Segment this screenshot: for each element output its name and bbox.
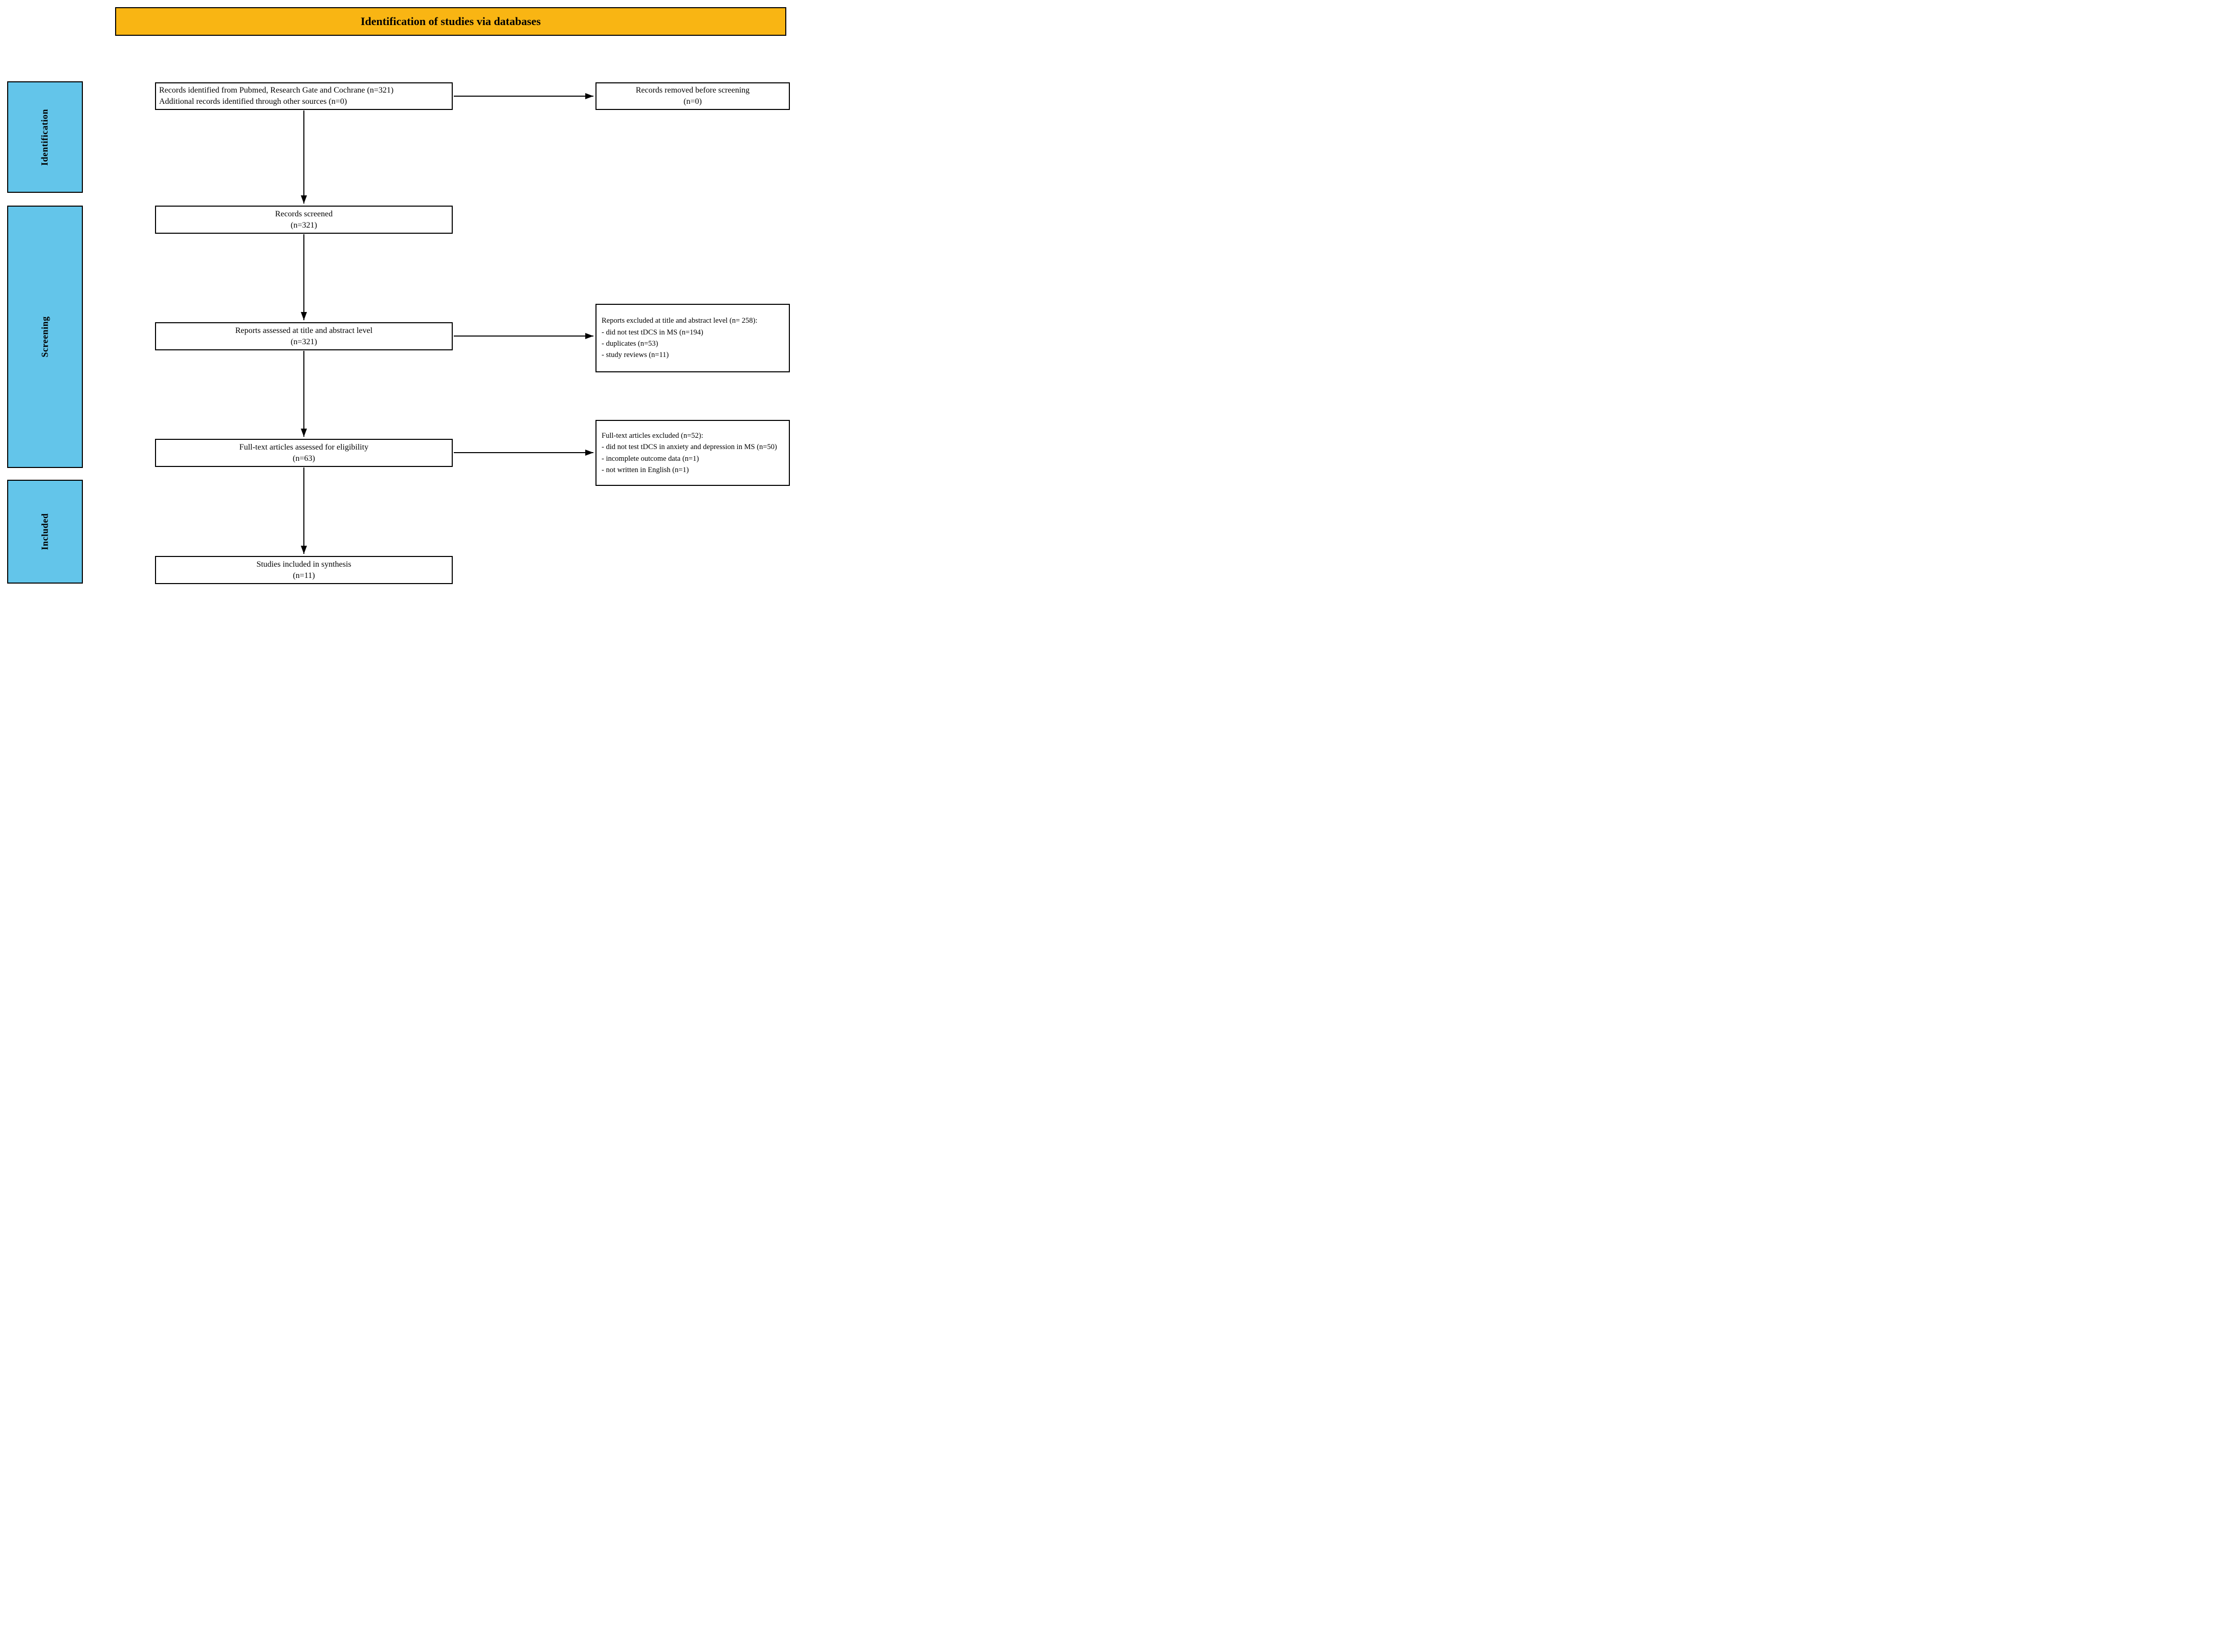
records-identified-line-2: Additional records identified through other sources (n=0) [159, 97, 347, 106]
studies-included-line-1: Studies included in synthesis [256, 560, 351, 569]
records-screened-line-1: Records screened [275, 209, 333, 218]
records-screened-count: (n=321) [291, 220, 317, 230]
reports-assessed-count: (n=321) [291, 337, 317, 346]
fulltext-excluded-header: Full-text articles excluded (n=52): [602, 431, 703, 440]
reports-excluded-reason-1: - did not test tDCS in MS (n=194) [602, 328, 703, 337]
reports-excluded-header: Reports excluded at title and abstract level (n= 258): [602, 317, 758, 325]
diagram-title: Identification of studies via databases [360, 15, 541, 28]
reports-assessed-line-1: Reports assessed at title and abstract level [235, 326, 373, 335]
box-fulltext-excluded [595, 420, 790, 486]
stage-screening [7, 206, 83, 468]
stage-included-label: Included [39, 513, 50, 550]
diagram-title-banner [115, 7, 786, 36]
box-reports-assessed [155, 322, 453, 350]
box-reports-excluded [595, 304, 790, 372]
records-identified-line-1: Records identified from Pubmed, Research Gate and Cochrane (n=321) [159, 86, 394, 95]
box-records-identified [155, 82, 453, 110]
stage-screening-label: Screening [39, 316, 50, 358]
records-removed-count: (n=0) [683, 97, 702, 106]
reports-excluded-reason-2: - duplicates (n=53) [602, 340, 658, 348]
reports-excluded-reason-3: - study reviews (n=11) [602, 351, 669, 360]
stage-identification [7, 81, 83, 193]
box-records-removed [595, 82, 790, 110]
fulltext-assessed-count: (n=63) [293, 454, 315, 463]
box-fulltext-assessed [155, 439, 453, 467]
stage-included [7, 480, 83, 584]
fulltext-excluded-reason-2: - incomplete outcome data (n=1) [602, 454, 699, 463]
fulltext-assessed-line-1: Full-text articles assessed for eligibility [239, 442, 369, 452]
fulltext-excluded-reason-3: - not written in English (n=1) [602, 465, 689, 474]
fulltext-excluded-reason-1: - did not test tDCS in anxiety and depression in MS (n=50) [602, 443, 777, 452]
stage-identification-label: Identification [39, 108, 50, 166]
box-records-screened [155, 206, 453, 234]
box-studies-included [155, 556, 453, 584]
prisma-flow-diagram [0, 0, 790, 588]
records-removed-line-1: Records removed before screening [635, 86, 750, 95]
studies-included-count: (n=11) [293, 571, 315, 580]
